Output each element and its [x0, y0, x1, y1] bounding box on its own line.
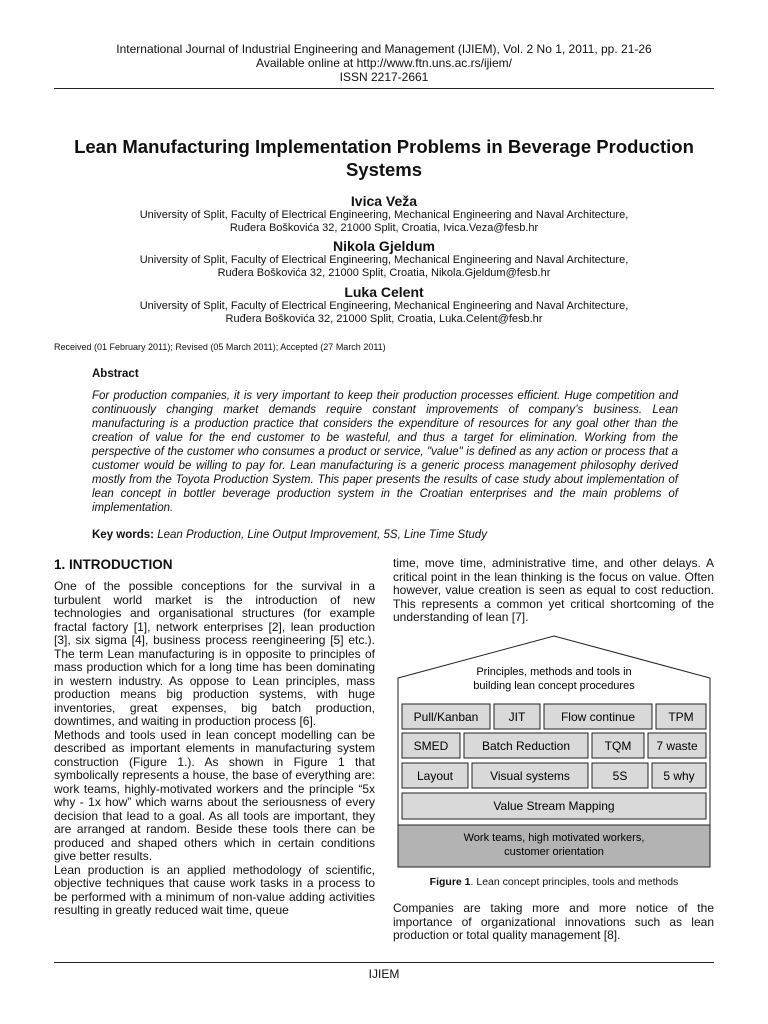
tool-box-7-waste — [648, 733, 706, 758]
roof-label-line1: Principles, methods and tools in — [476, 666, 632, 678]
roof-label-line2: building lean concept procedures — [473, 680, 635, 692]
tool-label: SMED — [413, 739, 449, 753]
foundation-label-line1: Work teams, high motivated workers, — [463, 832, 645, 844]
tool-label: TPM — [668, 710, 694, 724]
tool-box-flow-continue — [544, 704, 652, 729]
affiliation-line: University of Split, Faculty of Electrical Engineering, Mechanical Engineering and Naval Architecture, — [139, 300, 629, 312]
journal-issn: ISSN 2217-2661 — [339, 70, 429, 84]
tool-label: JIT — [508, 710, 526, 724]
journal-citation: International Journal of Industrial Engineering and Management (IJIEM), Vol. 2 No 1, 2011, pp. 21-26 — [116, 42, 652, 56]
keywords — [92, 529, 487, 541]
tool-box-tpm — [656, 704, 706, 729]
author-affiliation — [0, 254, 768, 280]
tool-label: Batch Reduction — [481, 739, 571, 753]
tool-label: Layout — [416, 769, 454, 783]
page-footer: IJIEM — [368, 967, 400, 981]
paper-title: Lean Manufacturing Implementation Problems in Beverage Production Systems — [74, 136, 694, 180]
affiliation-line: University of Split, Faculty of Electrical Engineering, Mechanical Engineering and Naval Architecture, — [139, 254, 629, 266]
left-column — [54, 580, 375, 918]
tool-label: Visual systems — [490, 769, 570, 783]
figure-caption-text: . Lean concept principles, tools and methods — [470, 876, 679, 888]
tool-box-visual-systems — [472, 763, 588, 788]
author-name: Luka Celent — [344, 284, 424, 300]
abstract-heading: Abstract — [92, 368, 139, 380]
tool-label: Value Stream Mapping — [493, 799, 615, 813]
tool-label: Pull/Kanban — [413, 710, 479, 724]
tool-label: 7 waste — [656, 739, 698, 753]
tool-box-smed — [402, 733, 460, 758]
paragraph: time, move time, administrative time, and other delays. A critical point in the lean thinking is the focus on value. Often however, value creation is seen as equal to cost reduction. This represents a common yet critical shortcoming of the understanding of lean [7]. — [393, 556, 714, 624]
affiliation-line: Ruđera Boškovića 32, 21000 Split, Croatia, Ivica.Veza@fesb.hr — [229, 222, 539, 234]
tool-box-pull-kanban — [402, 704, 490, 729]
tool-box-5-why — [652, 763, 706, 788]
author-affiliation — [0, 300, 768, 326]
journal-header — [0, 42, 768, 84]
foundation-label-line2: customer orientation — [504, 846, 604, 858]
abstract-text: For production companies, it is very important to keep their production processes efficient. Huge competition and continuously changing market demands require constant improvements of company’s business. Lean manufacturing is a production practice that considers the expenditure of resources for any goal other than the creation of value for the end customer to be wasteful, and thus a target for elimination. Working from the perspective of the customer who consumes a product or service, "value" is defined as any action or process that a customer would be willing to pay for. Lean manufacturing is a generic process management philosophy derived mostly from the Toyota Production System. This paper presents the results of case study about implementation of lean concept in bottler beverage production system in the Croatian enterprises and the main problems of implementation. — [92, 390, 678, 514]
right-column-top — [393, 557, 714, 625]
paragraph: One of the possible conceptions for the survival in a turbulent world market is the introduction of new technologies and organisational structures (for example fractal factory [1], network enterprises [2], lean production [3], six sigma [4], business process reengineering [5] etc.). The term Lean manufacturing is in opposite to principles of mass production which for a long time has been dominating in western industry. As oppose to Lean principles, mass production means big production systems, with huge inventories, great expenses, big batch production, downtimes, and waiting in production process [6]. — [54, 579, 375, 728]
footer-rule — [54, 962, 714, 963]
author-name: Nikola Gjeldum — [333, 238, 435, 254]
figure-caption-label: Figure 1 — [429, 876, 471, 888]
tool-box-tqm — [592, 733, 644, 758]
tool-label: 5 why — [663, 769, 695, 783]
tool-box-batch-reduction — [464, 733, 588, 758]
author-name: Ivica Veža — [350, 193, 418, 209]
affiliation-line: Ruđera Boškovića 32, 21000 Split, Croatia, Luka.Celent@fesb.hr — [225, 313, 543, 325]
submission-dates: Received (01 February 2011); Revised (05 March 2011); Accepted (27 March 2011) — [54, 342, 386, 352]
tool-box-5s — [592, 763, 648, 788]
house-foundation — [398, 825, 710, 867]
paragraph: Companies are taking more and more notice of the importance of organizational innovations such as lean production or total quality management [8]. — [393, 901, 714, 942]
author-affiliation — [0, 209, 768, 235]
paragraph: Lean production is an applied methodology of scientific, objective techniques that cause work tasks in a process to be performed with a minimum of non-value adding activities resulting in greatly reduced wait time, queue — [54, 862, 375, 917]
affiliation-line: University of Split, Faculty of Electrical Engineering, Mechanical Engineering and Naval Architecture, — [139, 209, 629, 221]
lean-house-figure — [396, 634, 712, 870]
keywords-value: Lean Production, Line Output Improvement, 5S, Line Time Study — [157, 529, 487, 541]
right-column-bottom — [393, 902, 714, 943]
figure-caption — [396, 876, 712, 888]
header-rule — [54, 88, 714, 89]
section-heading: 1. INTRODUCTION — [54, 557, 173, 572]
tool-label: 5S — [612, 769, 628, 783]
tool-box-jit — [494, 704, 540, 729]
affiliation-line: Ruđera Boškovića 32, 21000 Split, Croatia, Nikola.Gjeldum@fesb.hr — [217, 267, 551, 279]
tool-box-value-stream-mapping — [402, 793, 706, 819]
tool-label: Flow continue — [560, 710, 636, 724]
tool-label: TQM — [604, 739, 632, 753]
paragraph: Methods and tools used in lean concept modelling can be described as important elements in manufacturing system construction (Figure 1.). As shown in Figure 1 that symbolically represents a house, the base of everything are: work teams, highly-motivated workers and the principle “5x why - 1x how” which warns about the seriousness of every decision that lead to a goal. As all tools are important, they are arranged at random. Beside these tools there can be produced and shaped others which in certain conditions give better results. — [54, 727, 375, 863]
tool-box-layout — [402, 763, 468, 788]
keywords-label: Key words: — [92, 529, 154, 541]
journal-url[interactable]: Available online at http://www.ftn.uns.ac.rs/ijiem/ — [256, 56, 512, 70]
